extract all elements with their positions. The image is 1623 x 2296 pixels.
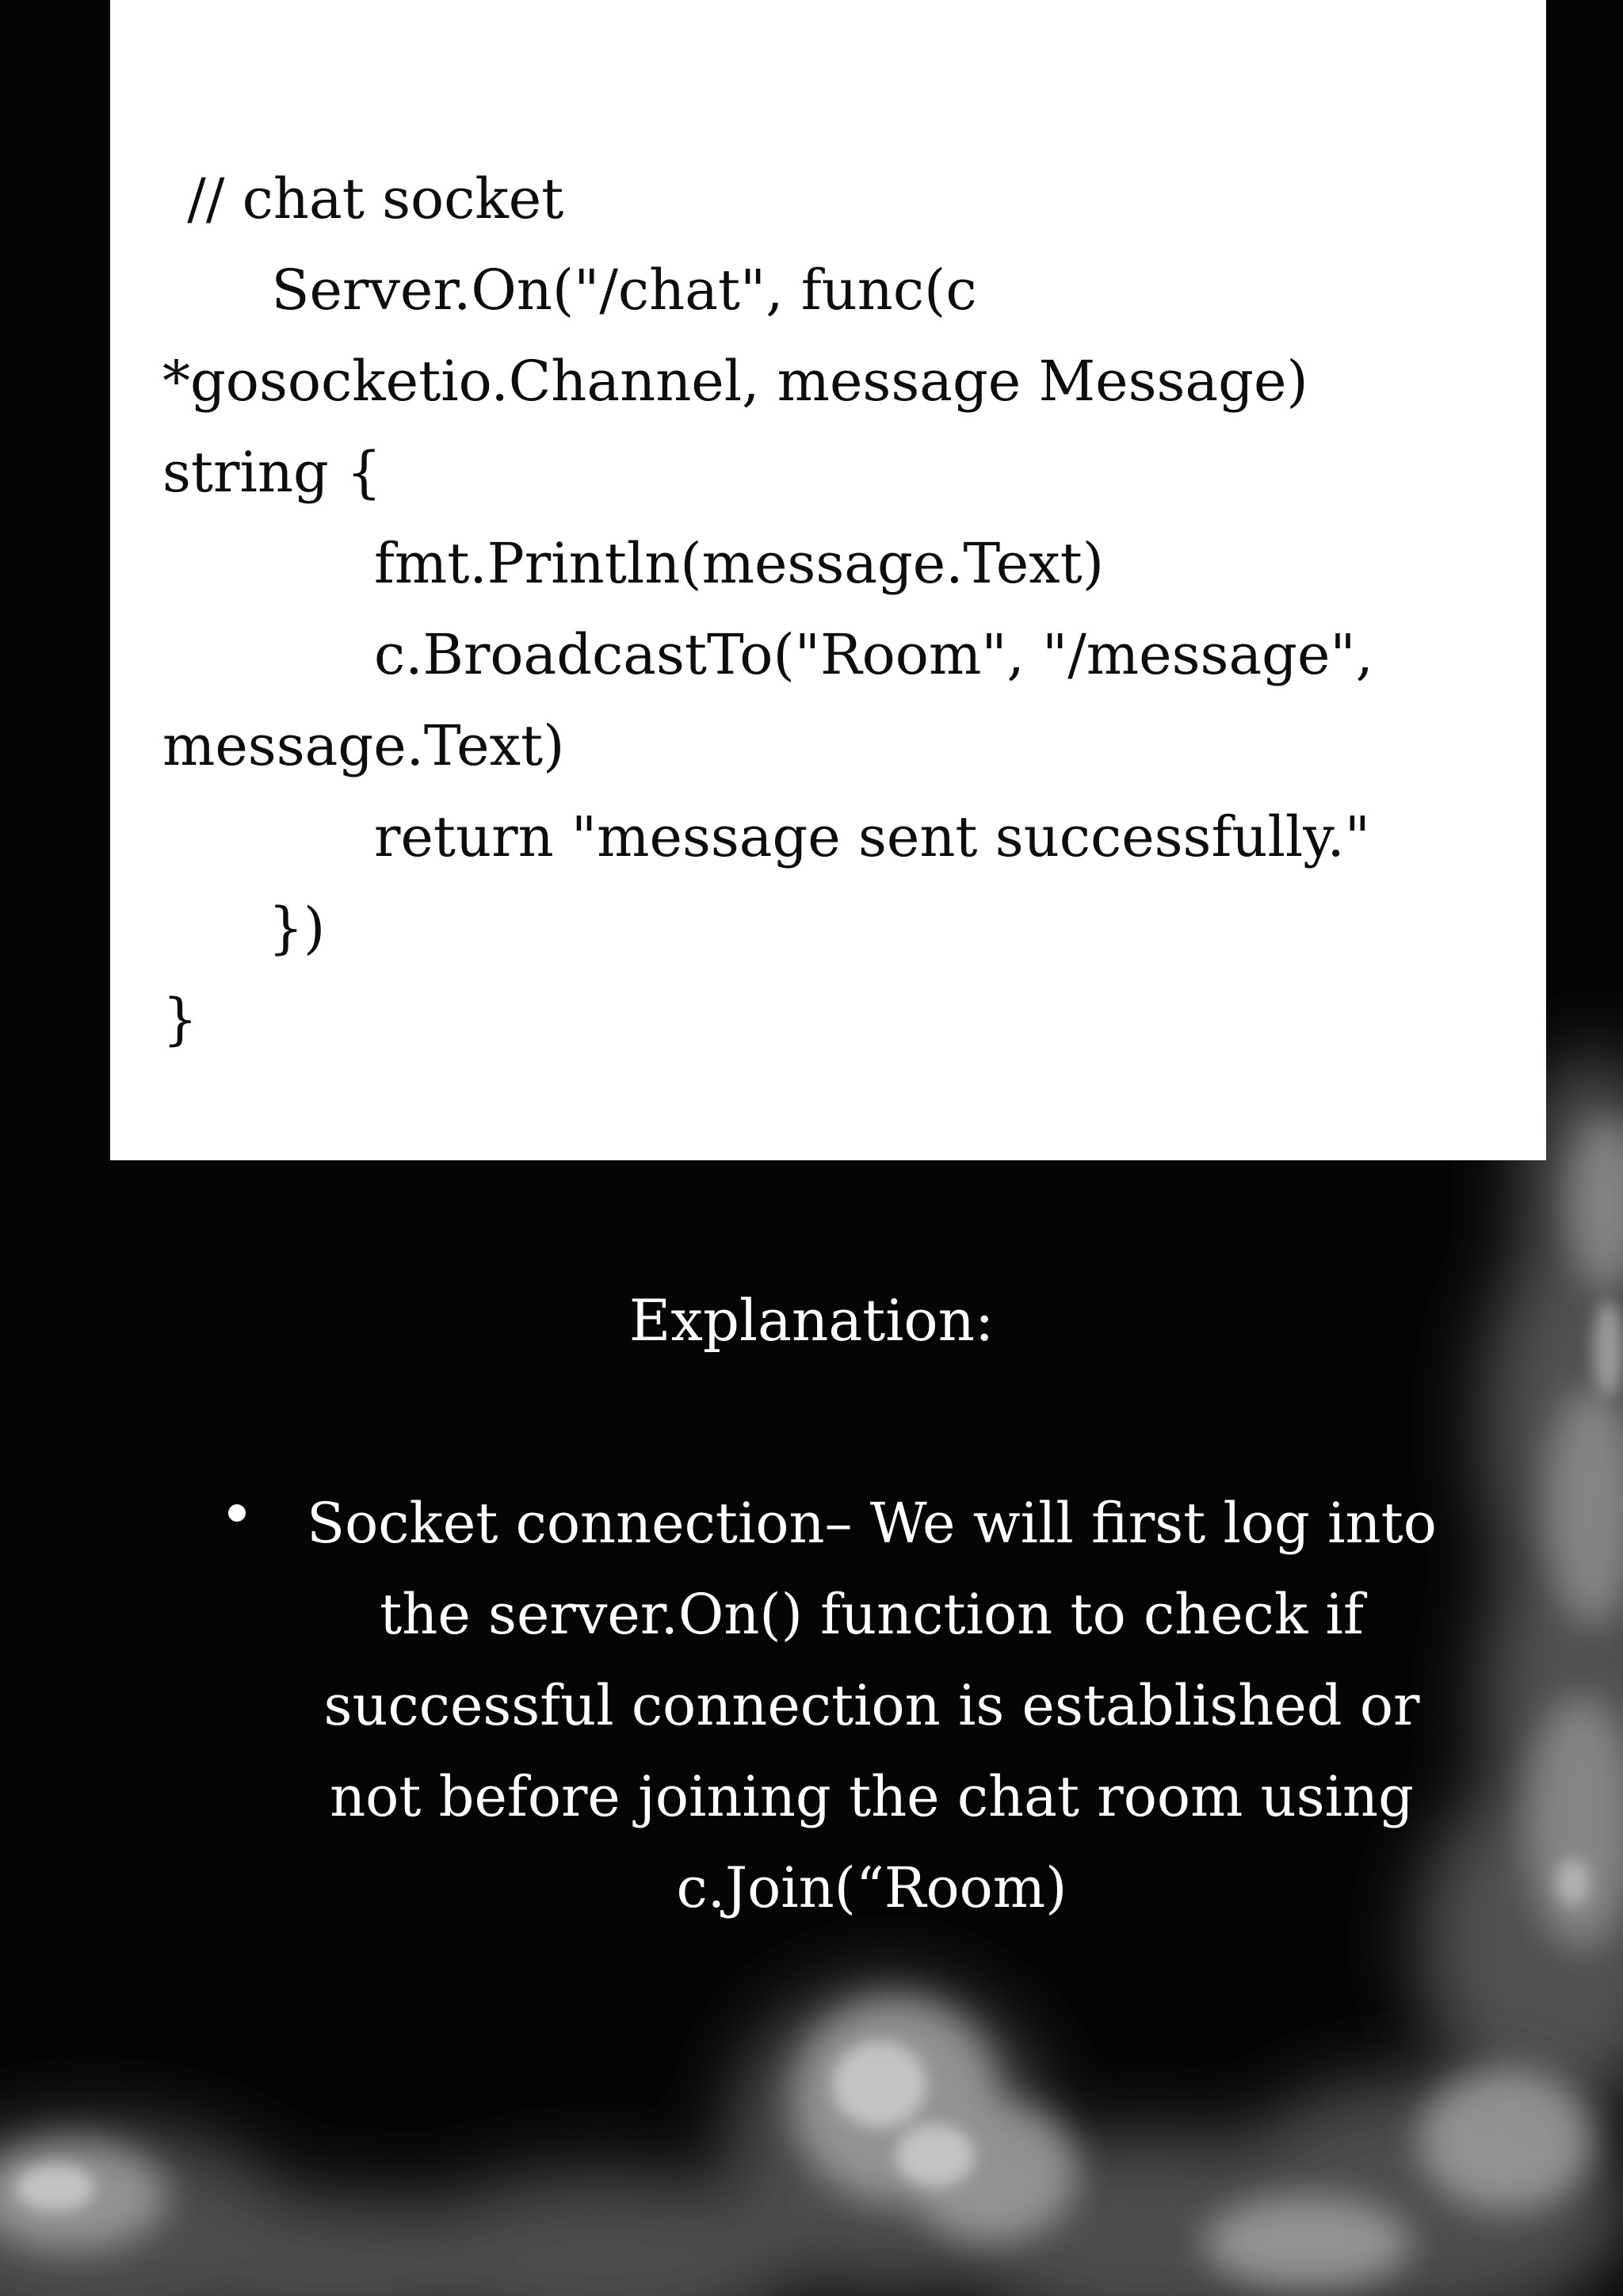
bullet-text-line: the server.On() function to check if bbox=[380, 1582, 1364, 1647]
code-snippet-card bbox=[110, 0, 1546, 1160]
bullet-text-line: c.Join(“Room) bbox=[676, 1855, 1067, 1920]
code-line: string { bbox=[162, 440, 382, 505]
code-line: Server.On("/chat", func(c bbox=[166, 258, 977, 323]
code-line: // chat socket bbox=[170, 166, 564, 231]
code-line: }) bbox=[162, 896, 326, 961]
explanation-bullet-item bbox=[269, 1478, 1474, 1934]
code-line: c.BroadcastTo("Room", "/message", bbox=[162, 622, 1373, 687]
code-line: } bbox=[162, 987, 198, 1052]
code-line: return "message sent successfully." bbox=[162, 804, 1370, 869]
code-line: *gosocketio.Channel, message Message) bbox=[162, 349, 1308, 414]
bullet-text-line: successful connection is established or bbox=[323, 1673, 1420, 1738]
bullet-icon bbox=[228, 1504, 246, 1522]
explanation-heading: Explanation: bbox=[628, 1287, 995, 1354]
bullet-text-line: not before joining the chat room using bbox=[330, 1764, 1414, 1829]
code-line: fmt.Println(message.Text) bbox=[162, 531, 1105, 596]
code-line: message.Text) bbox=[162, 713, 565, 778]
bullet-text-line: Socket connection– We will first log into bbox=[307, 1491, 1437, 1556]
